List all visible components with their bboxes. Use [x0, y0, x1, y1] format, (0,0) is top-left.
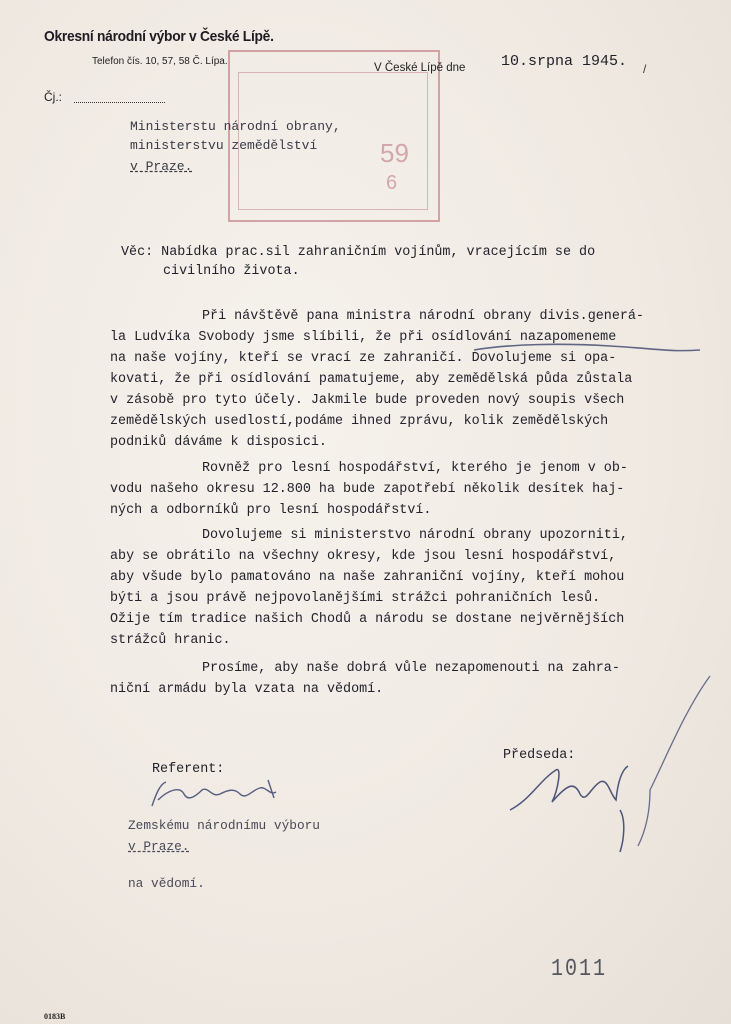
reference-label: Čj.:	[44, 90, 62, 104]
cc-line-1: Zemskému národnímu výboru	[128, 818, 320, 833]
body-p1-line-6: zemědělských usedlostí,podáme ihned zprávu, kolik zemědělských	[110, 414, 609, 429]
body-p1-line-7: podniků dáváme k disposici.	[110, 435, 327, 450]
body-p4-line-1: Prosíme, aby naše dobrá vůle nezapomenouti na zahra-	[202, 661, 620, 676]
subject-line-1: Věc: Nabídka prac.sil zahraničním vojínům, vracejícím se do	[121, 245, 596, 260]
pen-underline	[470, 340, 710, 360]
subject-line-2: civilního života.	[163, 264, 300, 279]
date-slash: /	[643, 62, 647, 76]
body-p1-line-1: Při návštěvě pana ministra národní obrany divis.generá-	[202, 309, 644, 324]
letter-date: 10.srpna 1945.	[501, 53, 628, 70]
office-title: Okresní národní výbor v České Lípě.	[44, 28, 274, 45]
body-p2-line-3: ných a odborníků pro lesní hospodářství.	[110, 503, 432, 518]
referent-label: Referent:	[152, 762, 225, 777]
body-p2-line-1: Rovněž pro lesní hospodářství, kterého je jenom v ob-	[202, 461, 628, 476]
form-code: 0183B	[44, 1012, 66, 1021]
cc-line-2: v Praze.	[128, 839, 190, 854]
recipient-line-2: ministerstvu zemědělství	[130, 138, 318, 153]
body-p3-line-3: aby všude bylo pamatováno na naše zahraniční vojíny, kteří mohou	[110, 570, 625, 585]
body-p3-line-4: býti a jsou právě nejpovolanějšími strážci pohraničních lesů.	[110, 591, 601, 606]
reference-dotted-line	[74, 102, 165, 103]
body-p3-line-1: Dovolujeme si ministerstvo národní obrany upozorniti,	[202, 528, 628, 543]
predseda-signature	[500, 670, 720, 860]
body-p3-line-2: aby se obrátilo na všechny okresy, kde jsou lesní hospodářství,	[110, 549, 617, 564]
body-p1-line-4: kovati, že při osídlování pamatujeme, aby zemědělská půda zůstala	[110, 372, 633, 387]
body-p3-line-6: strážců hranic.	[110, 633, 231, 648]
office-phone: Telefon čís. 10, 57, 58 Č. Lípa.	[92, 56, 228, 67]
body-p1-line-3: na naše vojíny, kteří se vrací ze zahraničí. Dovolujeme si opa-	[110, 351, 617, 366]
body-p4-line-2: niční armádu byla vzata na vědomí.	[110, 682, 384, 697]
body-p2-line-2: vodu našeho okresu 12.800 ha bude zapotřebí několik desítek haj-	[110, 482, 625, 497]
predseda-label: Předseda:	[503, 748, 576, 763]
cc-line-3: na vědomí.	[128, 876, 205, 891]
body-p3-line-5: Ožije tím tradice našich Chodů a národu se dostane nejvěrnějších	[110, 612, 625, 627]
recipient-line-3: v Praze.	[130, 159, 193, 174]
page-number-stamp: 1011	[551, 955, 608, 984]
recipient-line-1: Ministerstu národní obrany,	[130, 119, 341, 134]
body-p1-line-5: v zásobě pro tyto účely. Jakmile bude proveden nový soupis všech	[110, 393, 625, 408]
place-label: V České Lípě dne	[374, 62, 466, 74]
referent-signature	[140, 776, 290, 816]
body-p1-line-2: la Ludvíka Svobody jsme slíbili, že při osídlování nazapomeneme	[110, 330, 617, 345]
registry-stamp: 59 6	[228, 50, 440, 222]
